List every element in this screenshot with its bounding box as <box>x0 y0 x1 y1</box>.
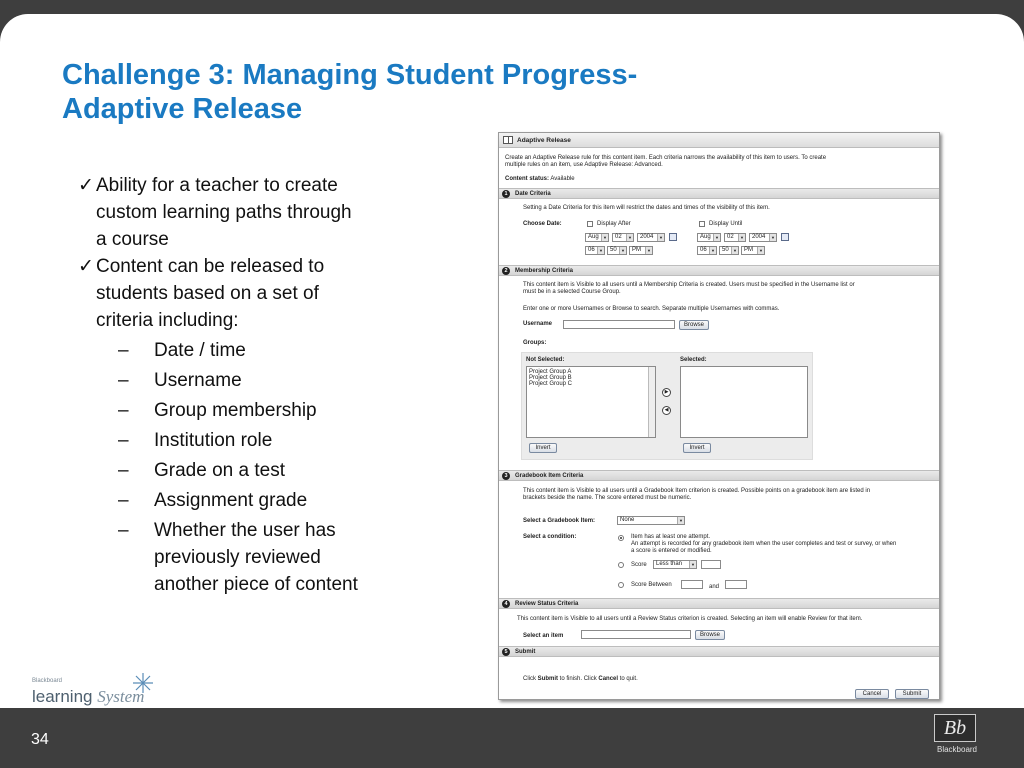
section-date-criteria <box>499 188 939 199</box>
logo-small-text: Blackboard <box>32 678 63 684</box>
section-membership-criteria <box>499 265 939 276</box>
chevron-down-icon: ▼ <box>709 247 716 254</box>
step-number: 2 <box>502 267 510 275</box>
membership-description <box>523 282 855 296</box>
score-between-label: Score Between <box>631 582 672 588</box>
attempt-line3: a score is entered or modified. <box>631 548 712 554</box>
condition-between-radio[interactable] <box>618 582 624 588</box>
sub-bullet-line: Group membership <box>154 400 317 421</box>
section-submit <box>499 646 939 657</box>
logo-word-system: System <box>97 687 145 706</box>
chevron-down-icon: ▼ <box>619 247 626 254</box>
page-number: 34 <box>31 731 49 748</box>
sub-bullet-item <box>78 517 418 598</box>
dash-icon: – <box>118 370 129 391</box>
footer-bar <box>0 708 1024 768</box>
condition-score-radio[interactable] <box>618 562 624 568</box>
select-value: PM <box>632 247 641 253</box>
select-condition-label: Select a condition: <box>523 534 577 540</box>
attempt-line2: An attempt is recorded for any gradebook item when the user completes and test or survey, or when <box>631 541 897 547</box>
sub-bullet-list <box>78 337 418 598</box>
bullet-item <box>78 253 418 334</box>
choose-date-label: Choose Date: <box>523 221 562 227</box>
score-label: Score <box>631 562 647 568</box>
gradebook-item-select[interactable] <box>617 516 685 525</box>
condition-attempt-text <box>631 534 896 555</box>
username-input[interactable] <box>563 320 675 329</box>
checkmark-icon: ✓ <box>78 175 94 196</box>
display-until-checkbox[interactable] <box>699 221 705 227</box>
after-day-select[interactable] <box>612 233 634 242</box>
sub-bullet-item <box>78 337 418 364</box>
sub-bullet-line: previously reviewed <box>154 547 321 568</box>
select-value: 50 <box>610 247 617 253</box>
learning-system-logo <box>32 674 172 708</box>
select-value: PM <box>744 247 753 253</box>
review-item-input[interactable] <box>581 630 691 639</box>
chevron-down-icon: ▼ <box>757 247 764 254</box>
intro-text <box>505 155 925 169</box>
bullet-item <box>78 172 418 253</box>
select-value: 2004 <box>752 234 766 240</box>
cancel-button[interactable]: Cancel <box>855 689 889 699</box>
dash-icon: – <box>118 490 129 511</box>
slide-title <box>62 58 762 126</box>
select-value: 50 <box>722 247 729 253</box>
scrollbar[interactable] <box>648 367 655 437</box>
chevron-down-icon: ▼ <box>601 234 608 241</box>
bullet-line: criteria including: <box>96 310 239 331</box>
and-label: and <box>709 584 720 590</box>
display-after-label: Display After <box>597 221 631 227</box>
sub-bullet-line: Date / time <box>154 340 246 361</box>
chevron-down-icon: ▼ <box>626 234 633 241</box>
after-hour-select[interactable] <box>585 246 605 255</box>
select-value: 06 <box>588 247 595 253</box>
bullet-line: a course <box>96 229 169 250</box>
calendar-icon[interactable] <box>781 233 789 241</box>
select-gradebook-item-label: Select a Gradebook Item: <box>523 518 596 524</box>
dash-icon: – <box>118 520 129 541</box>
step-number: 4 <box>502 600 510 608</box>
intro-line2: multiple rules on an item, use Adaptive Release: Advanced. <box>505 162 663 168</box>
submit-button[interactable]: Submit <box>895 689 929 699</box>
blackboard-logo <box>934 714 980 752</box>
invert-selected-button[interactable]: Invert <box>683 443 711 453</box>
select-value: 02 <box>615 234 622 240</box>
sub-bullet-item <box>78 457 418 484</box>
select-value: 02 <box>727 234 734 240</box>
sub-bullet-item <box>78 397 418 424</box>
dash-icon: – <box>118 430 129 451</box>
username-label: Username <box>523 321 553 327</box>
sub-bullet-item <box>78 487 418 514</box>
score-max-input[interactable] <box>725 580 747 589</box>
select-item-label: Select an item <box>523 633 564 639</box>
select-value: 06 <box>700 247 707 253</box>
until-minute-select[interactable] <box>719 246 739 255</box>
sub-bullet-line: Whether the user has <box>154 520 336 541</box>
not-selected-label: Not Selected: <box>526 357 565 363</box>
logo-main-text <box>32 687 144 707</box>
membership-desc-line2: must be in a selected Course Group. <box>523 289 621 295</box>
chevron-down-icon: ▼ <box>645 247 652 254</box>
after-ampm-select[interactable] <box>629 246 653 255</box>
until-hour-select[interactable] <box>697 246 717 255</box>
sub-bullet-line: Grade on a test <box>154 460 285 481</box>
sub-bullet-line: Institution role <box>154 430 273 451</box>
select-value: None <box>620 517 635 523</box>
section-heading: Review Status Criteria <box>515 601 579 607</box>
gradebook-desc-line1: This content item is Visible to all users until a Gradebook Item criterion is created. Possible points on a gradebook item are listed in <box>523 488 871 494</box>
until-year-select[interactable] <box>749 233 777 242</box>
select-value: Aug <box>700 234 711 240</box>
selected-groups-list[interactable] <box>680 366 808 438</box>
score-input[interactable] <box>701 560 721 569</box>
section-heading: Date Criteria <box>515 191 551 197</box>
until-month-select[interactable] <box>697 233 721 242</box>
checkmark-icon: ✓ <box>78 256 94 277</box>
dash-icon: – <box>118 340 129 361</box>
bb-mark: Bb <box>934 714 976 742</box>
dash-icon: – <box>118 460 129 481</box>
score-operator-select[interactable] <box>653 560 697 569</box>
sub-bullet-line: Assignment grade <box>154 490 308 511</box>
logo-word-learning: learning <box>32 687 93 706</box>
chevron-down-icon: ▼ <box>677 517 684 524</box>
move-left-icon[interactable]: ◀ <box>662 406 671 415</box>
until-day-select[interactable] <box>724 233 746 242</box>
select-value: Aug <box>588 234 599 240</box>
chevron-down-icon: ▼ <box>657 234 664 241</box>
bullet-list <box>78 172 418 601</box>
calendar-icon[interactable] <box>669 233 677 241</box>
sub-bullet-item <box>78 367 418 394</box>
step-number: 5 <box>502 648 510 656</box>
list-item[interactable]: Project Group A <box>529 369 572 375</box>
selected-label: Selected: <box>680 357 707 363</box>
condition-attempt-radio[interactable] <box>618 535 624 541</box>
slide-title-line2: Adaptive Release <box>62 93 303 125</box>
select-value: Less than <box>656 561 683 567</box>
after-month-select[interactable] <box>585 233 609 242</box>
browse-button[interactable]: Browse <box>679 320 709 330</box>
sub-bullet-item <box>78 427 418 454</box>
section-heading: Gradebook Item Criteria <box>515 473 584 479</box>
status-value: Available <box>550 176 575 182</box>
date-description: Setting a Date Criteria for this item will restrict the dates and times of the visibility of this item. <box>523 205 770 211</box>
submit-text-c: to quit. <box>618 676 638 682</box>
submit-text-cancel: Cancel <box>598 676 619 682</box>
book-icon <box>503 136 513 144</box>
sub-bullet-line: Username <box>154 370 242 391</box>
after-year-select[interactable] <box>637 233 665 242</box>
invert-not-selected-button[interactable]: Invert <box>529 443 557 453</box>
starburst-icon <box>132 672 154 694</box>
bullet-line: custom learning paths through <box>96 202 352 223</box>
step-number: 1 <box>502 190 510 198</box>
membership-desc-line1: This content item is Visible to all users until a Membership Criteria is created. Users must be specified in the Username list or <box>523 282 855 288</box>
after-minute-select[interactable] <box>607 246 627 255</box>
review-description: This content item is Visible to all users until a Review Status criterion is created. Selecting an item will enable Review for that item. <box>517 616 863 622</box>
slide-canvas <box>0 14 1024 708</box>
chevron-down-icon: ▼ <box>689 561 696 568</box>
groups-label: Groups: <box>523 340 547 346</box>
section-heading: Submit <box>515 649 536 655</box>
submit-text-b: to finish. Click <box>558 676 599 682</box>
submit-instructions <box>523 676 638 683</box>
bullet-line: Ability for a teacher to create <box>96 175 338 196</box>
username-hint: Enter one or more Usernames or Browse to search. Separate multiple Usernames with commas. <box>523 306 780 312</box>
step-number: 3 <box>502 472 510 480</box>
intro-line1: Create an Adaptive Release rule for this content item. Each criteria narrows the availability of this item to users. To create <box>505 155 827 161</box>
submit-text-a: Click <box>523 676 538 682</box>
adaptive-release-screenshot <box>498 132 940 700</box>
status-label: Content status: <box>505 176 549 182</box>
list-item[interactable]: Project Group B <box>529 375 572 381</box>
chevron-down-icon: ▼ <box>731 247 738 254</box>
review-browse-button[interactable]: Browse <box>695 630 725 640</box>
not-selected-groups-list[interactable] <box>526 366 656 438</box>
content-status <box>505 176 575 182</box>
move-right-icon[interactable]: ▶ <box>662 388 671 397</box>
display-until-label: Display Until <box>709 221 743 227</box>
list-item[interactable]: Project Group C <box>529 381 573 387</box>
bullet-line: students based on a set of <box>96 283 319 304</box>
gradebook-description <box>523 488 870 502</box>
select-value: 2004 <box>640 234 654 240</box>
dash-icon: – <box>118 400 129 421</box>
panel-title: Adaptive Release <box>517 137 571 144</box>
panel-header <box>499 133 939 148</box>
bullet-line: Content can be released to <box>96 256 325 277</box>
chevron-down-icon: ▼ <box>597 247 604 254</box>
submit-text-submit: Submit <box>537 676 559 682</box>
gradebook-desc-line2: brackets beside the name. The score entered must be numeric. <box>523 495 692 501</box>
display-after-checkbox[interactable] <box>587 221 593 227</box>
score-min-input[interactable] <box>681 580 703 589</box>
chevron-down-icon: ▼ <box>738 234 745 241</box>
attempt-line1: Item has at least one attempt. <box>631 534 711 540</box>
bb-logo-text: Blackboard <box>936 745 978 754</box>
section-heading: Membership Criteria <box>515 268 574 274</box>
until-ampm-select[interactable] <box>741 246 765 255</box>
section-review-criteria <box>499 598 939 609</box>
slide-title-line1: Challenge 3: Managing Student Progress- <box>62 59 638 91</box>
chevron-down-icon: ▼ <box>713 234 720 241</box>
section-gradebook-criteria <box>499 470 939 481</box>
chevron-down-icon: ▼ <box>769 234 776 241</box>
sub-bullet-line: another piece of content <box>154 574 358 595</box>
